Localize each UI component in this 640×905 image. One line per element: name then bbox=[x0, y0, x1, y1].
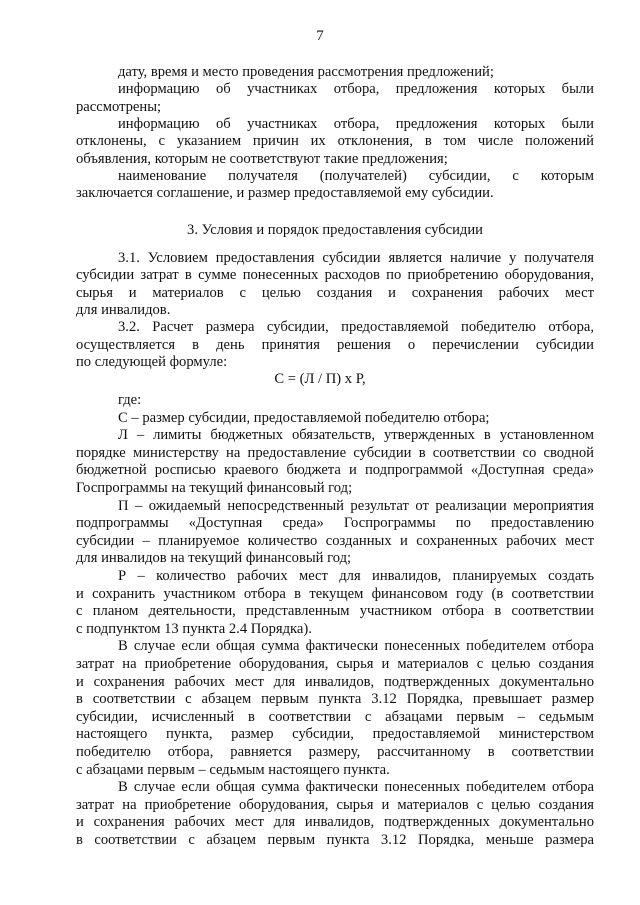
text-line: осуществляется в день принятия решения о перечислении субсидии bbox=[76, 336, 594, 353]
text-line: победителю отбора, равняется размеру, рассчитанному в соответствии bbox=[76, 744, 594, 760]
text-line: Госпрограммы на текущий финансовый год; bbox=[76, 480, 353, 496]
text-line: В случае если общая сумма фактически понесенных победителем отбора bbox=[118, 638, 594, 655]
text-line: с абзацами первым – седьмым настоящего пункта. bbox=[76, 761, 390, 778]
text-line: для инвалидов на текущий финансовый год; bbox=[76, 550, 352, 567]
text-line: с планом деятельности, представленным участником отбора в соответствии bbox=[76, 603, 594, 620]
text-line: по следующей формуле: bbox=[76, 353, 228, 370]
text-line: настоящего пункта, размер субсидии, предоставляемой министерством bbox=[76, 726, 594, 743]
text-line: Р – количество рабочих мест для инвалидов, планируемых создать bbox=[118, 568, 594, 584]
text-line: 3.2. Расчет размера субсидии, предоставляемой победителю отбора, bbox=[118, 319, 594, 336]
text-line: заключается соглашение, и размер предоставляемой ему субсидии. bbox=[76, 185, 494, 202]
text-line: порядке министерству на предоставление субсидии в соответствии со сводной bbox=[76, 444, 594, 461]
text-line: рассмотрены; bbox=[76, 98, 162, 115]
text-line: П – ожидаемый непосредственный результат от реализации мероприятия bbox=[118, 497, 594, 514]
text-line: и сохранить участником отбора в текущем финансовом году (в соответствии bbox=[76, 585, 594, 602]
text-line: где: bbox=[118, 392, 142, 408]
text-line: сырья и материалов с целью создания и сохранения рабочих мест bbox=[76, 284, 594, 301]
text-line: В случае если общая сумма фактически понесенных победителем отбора bbox=[118, 779, 594, 796]
text-line: в соответствии с абзацем первым пункта 3.12 Порядка, превышает размер bbox=[76, 691, 594, 708]
text-line: и сохранения рабочих мест для инвалидов, подтвержденных документально bbox=[76, 673, 594, 690]
text-line: С – размер субсидии, предоставляемой победителю отбора; bbox=[118, 409, 490, 426]
text-line: для инвалидов. bbox=[76, 301, 171, 318]
text-line: наименование получателя (получателей) субсидии, с которым bbox=[118, 167, 594, 184]
text-line: затрат на приобретение оборудования, сырья и материалов с целью создания bbox=[76, 656, 594, 672]
text-line: бюджетной росписью краевого бюджета и подпрограммой «Доступная среда» bbox=[76, 462, 594, 479]
text-line: дату, время и место проведения рассмотрения предложений; bbox=[118, 64, 494, 80]
text-line: затрат на приобретение оборудования, сырья и материалов с целью создания bbox=[76, 796, 594, 813]
text-line: отклонены, с указанием причин их отклонения, в том числе положений bbox=[76, 133, 594, 150]
text-line: подпрограммы «Доступная среда» Госпрограммы по предоставлению bbox=[76, 515, 594, 532]
text-line: объявления, которым не соответствуют такие предложения; bbox=[76, 150, 448, 167]
section-heading: 3. Условия и порядок предоставления субсидии bbox=[187, 222, 483, 238]
text-line: информацию об участниках отбора, предложения которых были bbox=[118, 115, 594, 132]
text-line: в соответствии с абзацем первым пункта 3.12 Порядка, меньше размера bbox=[76, 832, 594, 848]
formula: С = (Л / П) х Р, bbox=[274, 371, 366, 387]
text-line: информацию об участниках отбора, предложения которых были bbox=[118, 81, 594, 98]
text-line: субсидии затрат в сумме понесенных расходов по приобретению оборудования, bbox=[76, 267, 594, 284]
text-line: Л – лимиты бюджетных обязательств, утвержденных в установленном bbox=[118, 427, 594, 444]
text-line: 3.1. Условием предоставления субсидии является наличие у получателя bbox=[118, 250, 594, 266]
page-number: 7 bbox=[316, 28, 324, 44]
text-line: субсидии, исчисленный в соответствии с абзацами первым – седьмым bbox=[76, 708, 594, 725]
text-line: и сохранения рабочих мест для инвалидов, подтвержденных документально bbox=[76, 814, 594, 831]
text-line: субсидии – планируемое количество созданных и сохраненных рабочих мест bbox=[76, 532, 594, 549]
text-line: с подпунктом 13 пункта 2.4 Порядка). bbox=[76, 620, 312, 637]
